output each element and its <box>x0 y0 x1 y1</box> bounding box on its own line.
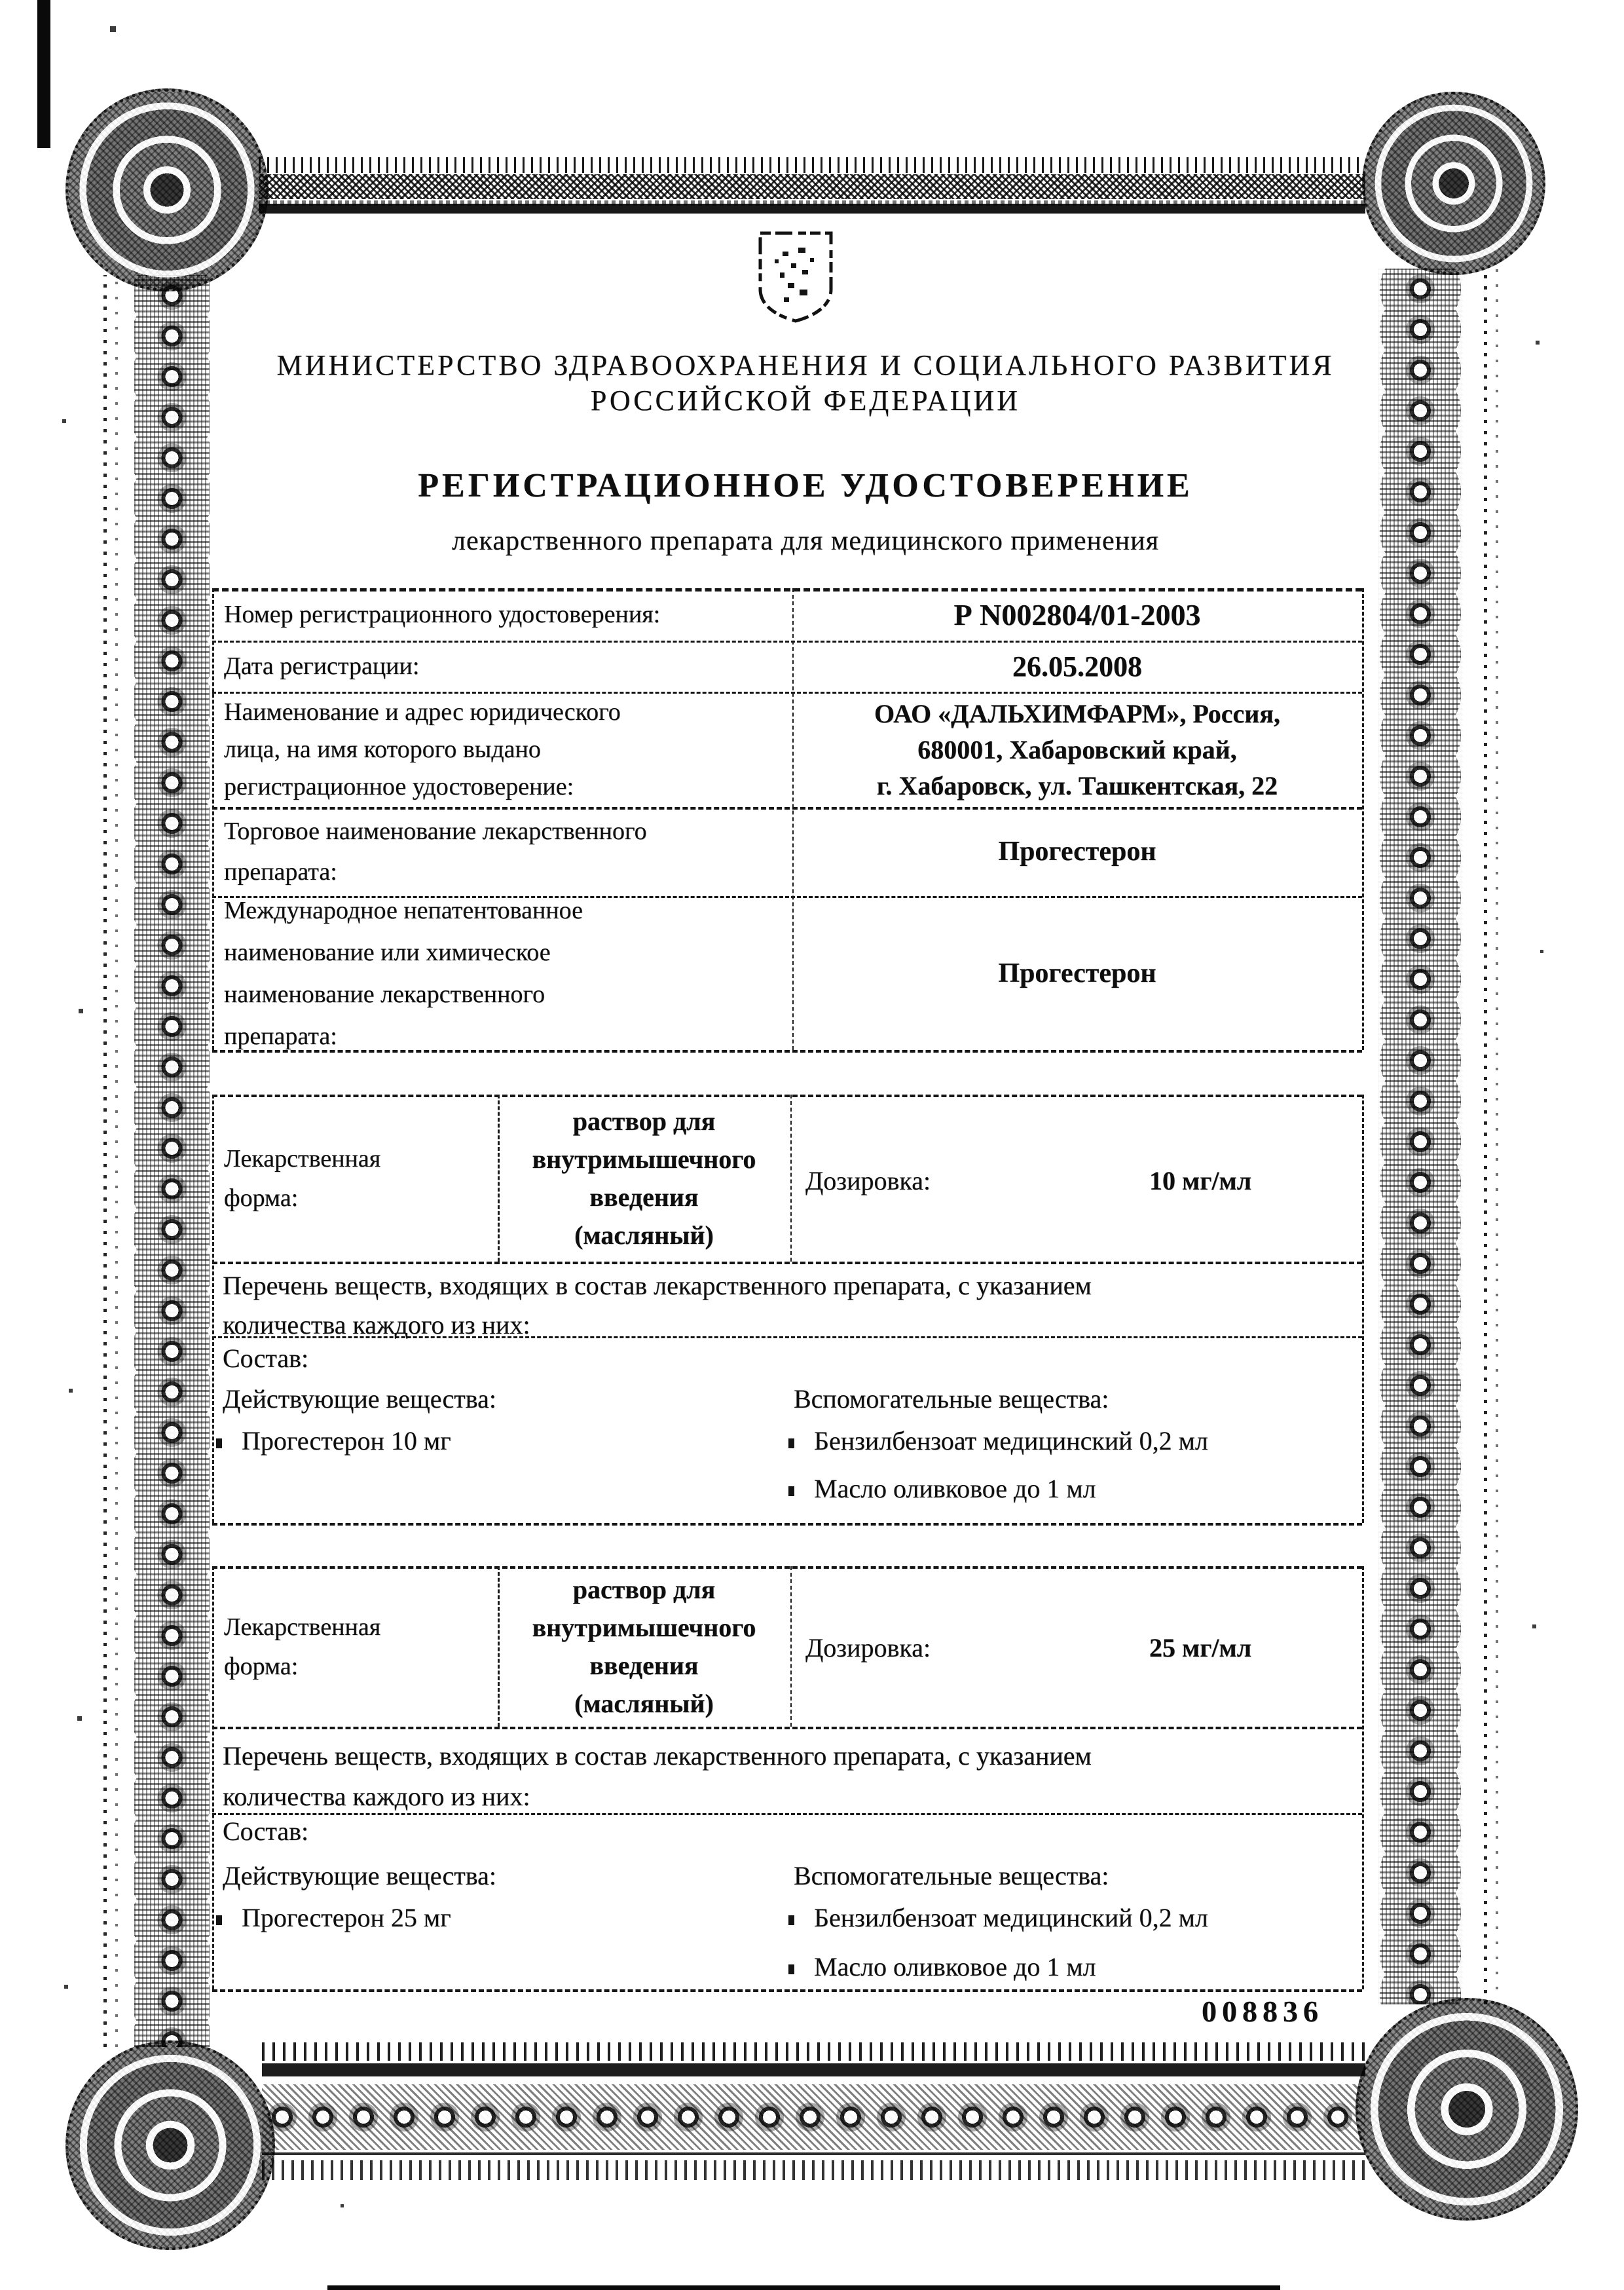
table-border-line <box>212 1262 1362 1264</box>
coat-of-arms-icon <box>755 229 836 323</box>
active-substance-item: Прогестерон 25 мг <box>216 1902 451 1933</box>
scan-speck <box>1536 341 1540 345</box>
table-border-line <box>212 1727 1362 1729</box>
corner-rosette-top-right <box>1362 92 1545 275</box>
table-border-line <box>1362 588 1364 1050</box>
scan-speck <box>1540 950 1543 953</box>
table-border-line <box>790 1095 792 1262</box>
scan-speck <box>1532 1624 1536 1628</box>
border-ornament-bottom <box>262 2042 1365 2181</box>
aux-substance-item: Бензилбензоат медицинский 0,2 мл <box>788 1902 1208 1933</box>
dosage-label: Дозировка: <box>805 1166 931 1195</box>
form-label: Лекарственная форма: <box>224 1144 381 1212</box>
row-label-number: Номер регистрационного удостоверения: <box>224 601 661 628</box>
scan-speck <box>62 419 66 423</box>
dosage-value: 10 мг/мл <box>1149 1166 1252 1195</box>
row-label-holder: Наименование и адрес юридического лица, на имя которого выдано регистрационное удостоверение: <box>224 698 621 800</box>
corner-rosette-bottom-right <box>1356 1998 1578 2221</box>
active-substance-item: Прогестерон 10 мг <box>216 1425 451 1456</box>
form-value: раствор для внутримышечного введения (масляный) <box>532 1574 756 1718</box>
table-border-line <box>212 1566 214 1989</box>
aux-substances-title: Вспомогательные вещества: <box>794 1861 1109 1890</box>
composition-note: Перечень веществ, входящих в состав лекарственного препарата, с указанием количества каждого из них: <box>223 1271 1092 1340</box>
scan-speck <box>110 26 116 32</box>
table-border-line <box>790 1566 792 1727</box>
corner-rosette-top-left <box>65 88 268 291</box>
composition-title: Состав: <box>223 1343 309 1373</box>
table-border-line <box>1362 1095 1364 1523</box>
composition-note: Перечень веществ, входящих в состав лекарственного препарата, с указанием количества каждого из них: <box>223 1741 1092 1811</box>
aux-substance-item: Масло оливковое до 1 мл <box>788 1951 1096 1982</box>
ministry-name-line1: МИНИСТЕРСТВО ЗДРАВООХРАНЕНИЯ И СОЦИАЛЬНОГО РАЗВИТИЯ <box>276 349 1335 381</box>
serial-number: 008836 <box>1202 1995 1323 2028</box>
page-title: РЕГИСТРАЦИОННОЕ УДОСТОВЕРЕНИЕ <box>418 467 1193 504</box>
active-substances-title: Действующие вещества: <box>223 1384 496 1414</box>
row-value-reg-date: 26.05.2008 <box>1012 650 1142 683</box>
row-label-inn: Международное непатентованное наименование или химическое наименование лекарственного препарата: <box>224 896 583 1050</box>
border-ornament-top <box>259 157 1365 214</box>
table-border-line <box>1362 1566 1364 1989</box>
row-value-trade-name: Прогестерон <box>998 836 1156 867</box>
composition-title: Состав: <box>223 1816 309 1846</box>
row-value-number: Р N002804/01-2003 <box>953 597 1201 631</box>
scan-speck <box>64 1985 68 1989</box>
row-value-holder: ОАО «ДАЛЬХИМФАРМ», Россия, 680001, Хабаровский край, г. Хабаровск, ул. Ташкентская, 22 <box>874 698 1280 800</box>
table-border-line <box>212 588 214 1050</box>
form-value: раствор для внутримышечного введения (масляный) <box>532 1106 756 1250</box>
form-label: Лекарственная форма: <box>224 1613 381 1680</box>
table-border-line <box>212 1523 1362 1526</box>
row-value-inn: Прогестерон <box>998 958 1156 988</box>
scan-speck <box>341 2204 344 2207</box>
dosage-value: 25 мг/мл <box>1149 1633 1252 1662</box>
page-subtitle: лекарственного препарата для медицинского применения <box>452 526 1159 556</box>
scan-edge-artifact-left <box>37 0 50 148</box>
table-border-line <box>212 1095 214 1523</box>
aux-substance-item: Масло оливковое до 1 мл <box>788 1473 1096 1504</box>
dosage-label: Дозировка: <box>805 1633 931 1662</box>
row-label-reg-date: Дата регистрации: <box>224 652 420 680</box>
active-substances-title: Действующие вещества: <box>223 1861 496 1890</box>
scan-speck <box>79 1009 83 1013</box>
row-label-trade-name: Торговое наименование лекарственного препарата: <box>224 817 647 886</box>
scan-edge-artifact-bottom <box>327 2285 1280 2290</box>
corner-rosette-bottom-left <box>65 2040 275 2250</box>
scan-speck <box>77 1716 82 1721</box>
aux-substance-item: Бензилбензоат медицинский 0,2 мл <box>788 1425 1208 1456</box>
scan-speck <box>69 1389 73 1393</box>
aux-substances-title: Вспомогательные вещества: <box>794 1384 1109 1414</box>
ministry-name-line2: РОССИЙСКОЙ ФЕДЕРАЦИИ <box>590 385 1021 417</box>
table-border-line <box>212 1989 1362 1992</box>
